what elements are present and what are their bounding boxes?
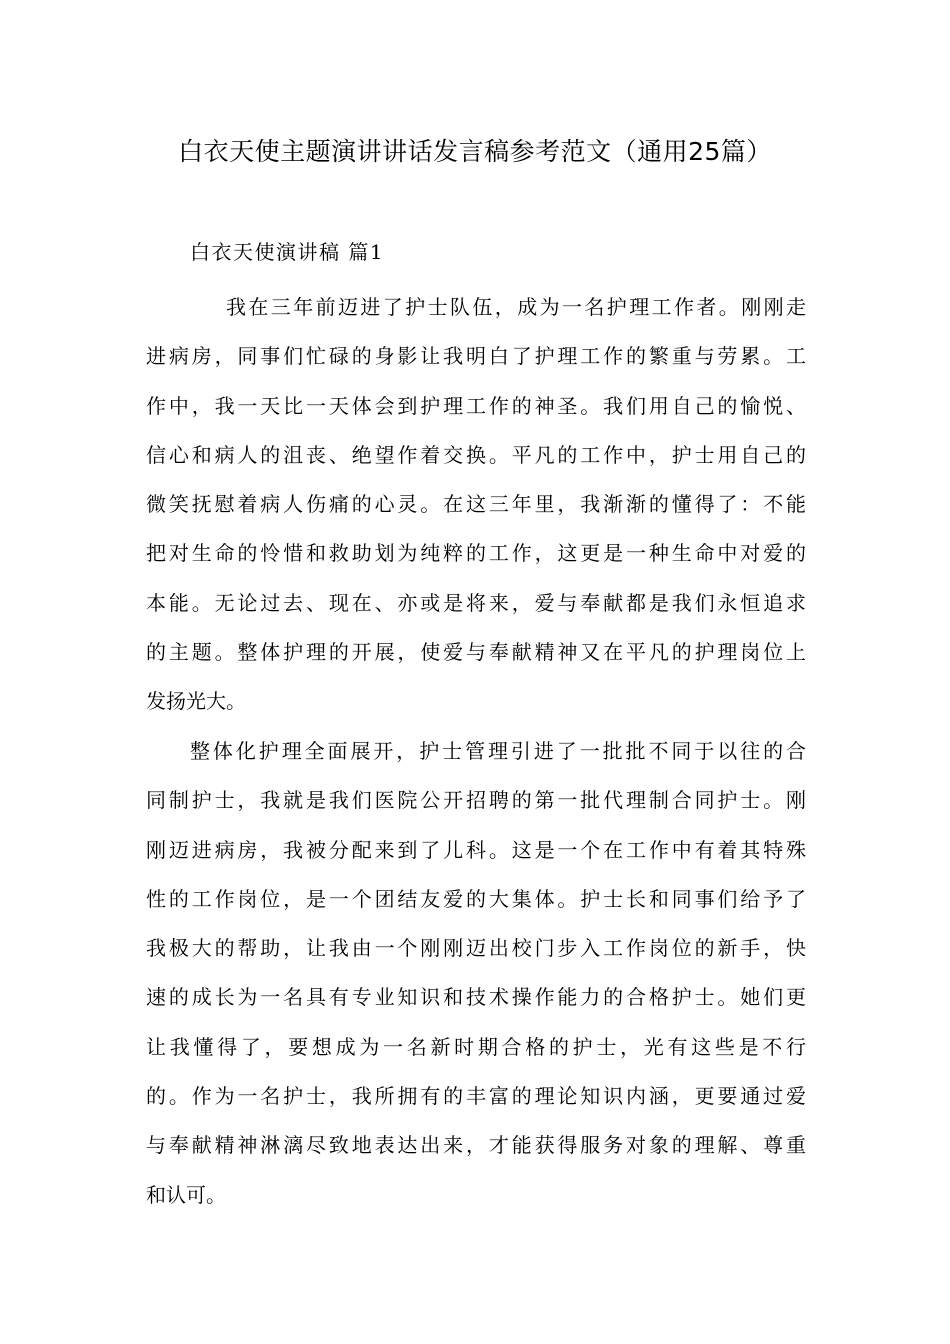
paragraph-line: 让我懂得了，要想成为一名新时期合格的护士，光有这些是不行 xyxy=(146,1034,806,1059)
document-title: 白衣天使主题演讲讲话发言稿参考范文（通用25篇） xyxy=(178,137,772,166)
paragraph-line: 我在三年前迈进了护士队伍，成为一名护理工作者。刚刚走 xyxy=(226,295,806,319)
paragraph-line: 进病房，同事们忙碌的身影让我明白了护理工作的繁重与劳累。工 xyxy=(146,344,806,369)
paragraph-line: 性的工作岗位，是一个团结友爱的大集体。护士长和同事们给予了 xyxy=(146,886,806,911)
paragraph-line: 我极大的帮助，让我由一个刚刚迈出校门步入工作岗位的新手，快 xyxy=(146,936,806,961)
paragraph-line: 把对生命的怜惜和救助划为纯粹的工作，这更是一种生命中对爱的 xyxy=(146,541,806,566)
paragraph-line: 的主题。整体护理的开展，使爱与奉献精神又在平凡的护理岗位上 xyxy=(146,640,806,665)
paragraph-line: 发扬光大。 xyxy=(146,689,246,714)
paragraph-line: 的。作为一名护士，我所拥有的丰富的理论知识内涵，更要通过爱 xyxy=(146,1084,806,1109)
paragraph-line: 速的成长为一名具有专业知识和技术操作能力的合格护士。她们更 xyxy=(146,985,806,1010)
paragraph-line: 本能。无论过去、现在、亦或是将来，爱与奉献都是我们永恒追求 xyxy=(146,590,806,615)
paragraph-line: 整体化护理全面展开，护士管理引进了一批批不同于以往的合 xyxy=(190,739,806,763)
paragraph-2 xyxy=(146,727,806,1220)
paragraph-line: 刚迈进病房，我被分配来到了儿科。这是一个在工作中有着其特殊 xyxy=(146,837,806,862)
section-heading: 白衣天使演讲稿 篇1 xyxy=(190,240,385,264)
paragraph-line: 与奉献精神淋漓尽致地表达出来，才能获得服务对象的理解、尊重 xyxy=(146,1133,806,1158)
paragraph-line: 作中，我一天比一天体会到护理工作的神圣。我们用自己的愉悦、 xyxy=(146,393,806,418)
paragraph-line: 和认可。 xyxy=(146,1182,226,1207)
paragraph-1 xyxy=(146,283,806,727)
paragraph-line: 信心和病人的沮丧、绝望作着交换。平凡的工作中，护士用自己的 xyxy=(146,442,806,467)
paragraph-line: 微笑抚慰着病人伤痛的心灵。在这三年里，我渐渐的懂得了：不能 xyxy=(146,492,806,517)
paragraph-line: 同制护士，我就是我们医院公开招聘的第一批代理制合同护士。刚 xyxy=(146,788,806,813)
